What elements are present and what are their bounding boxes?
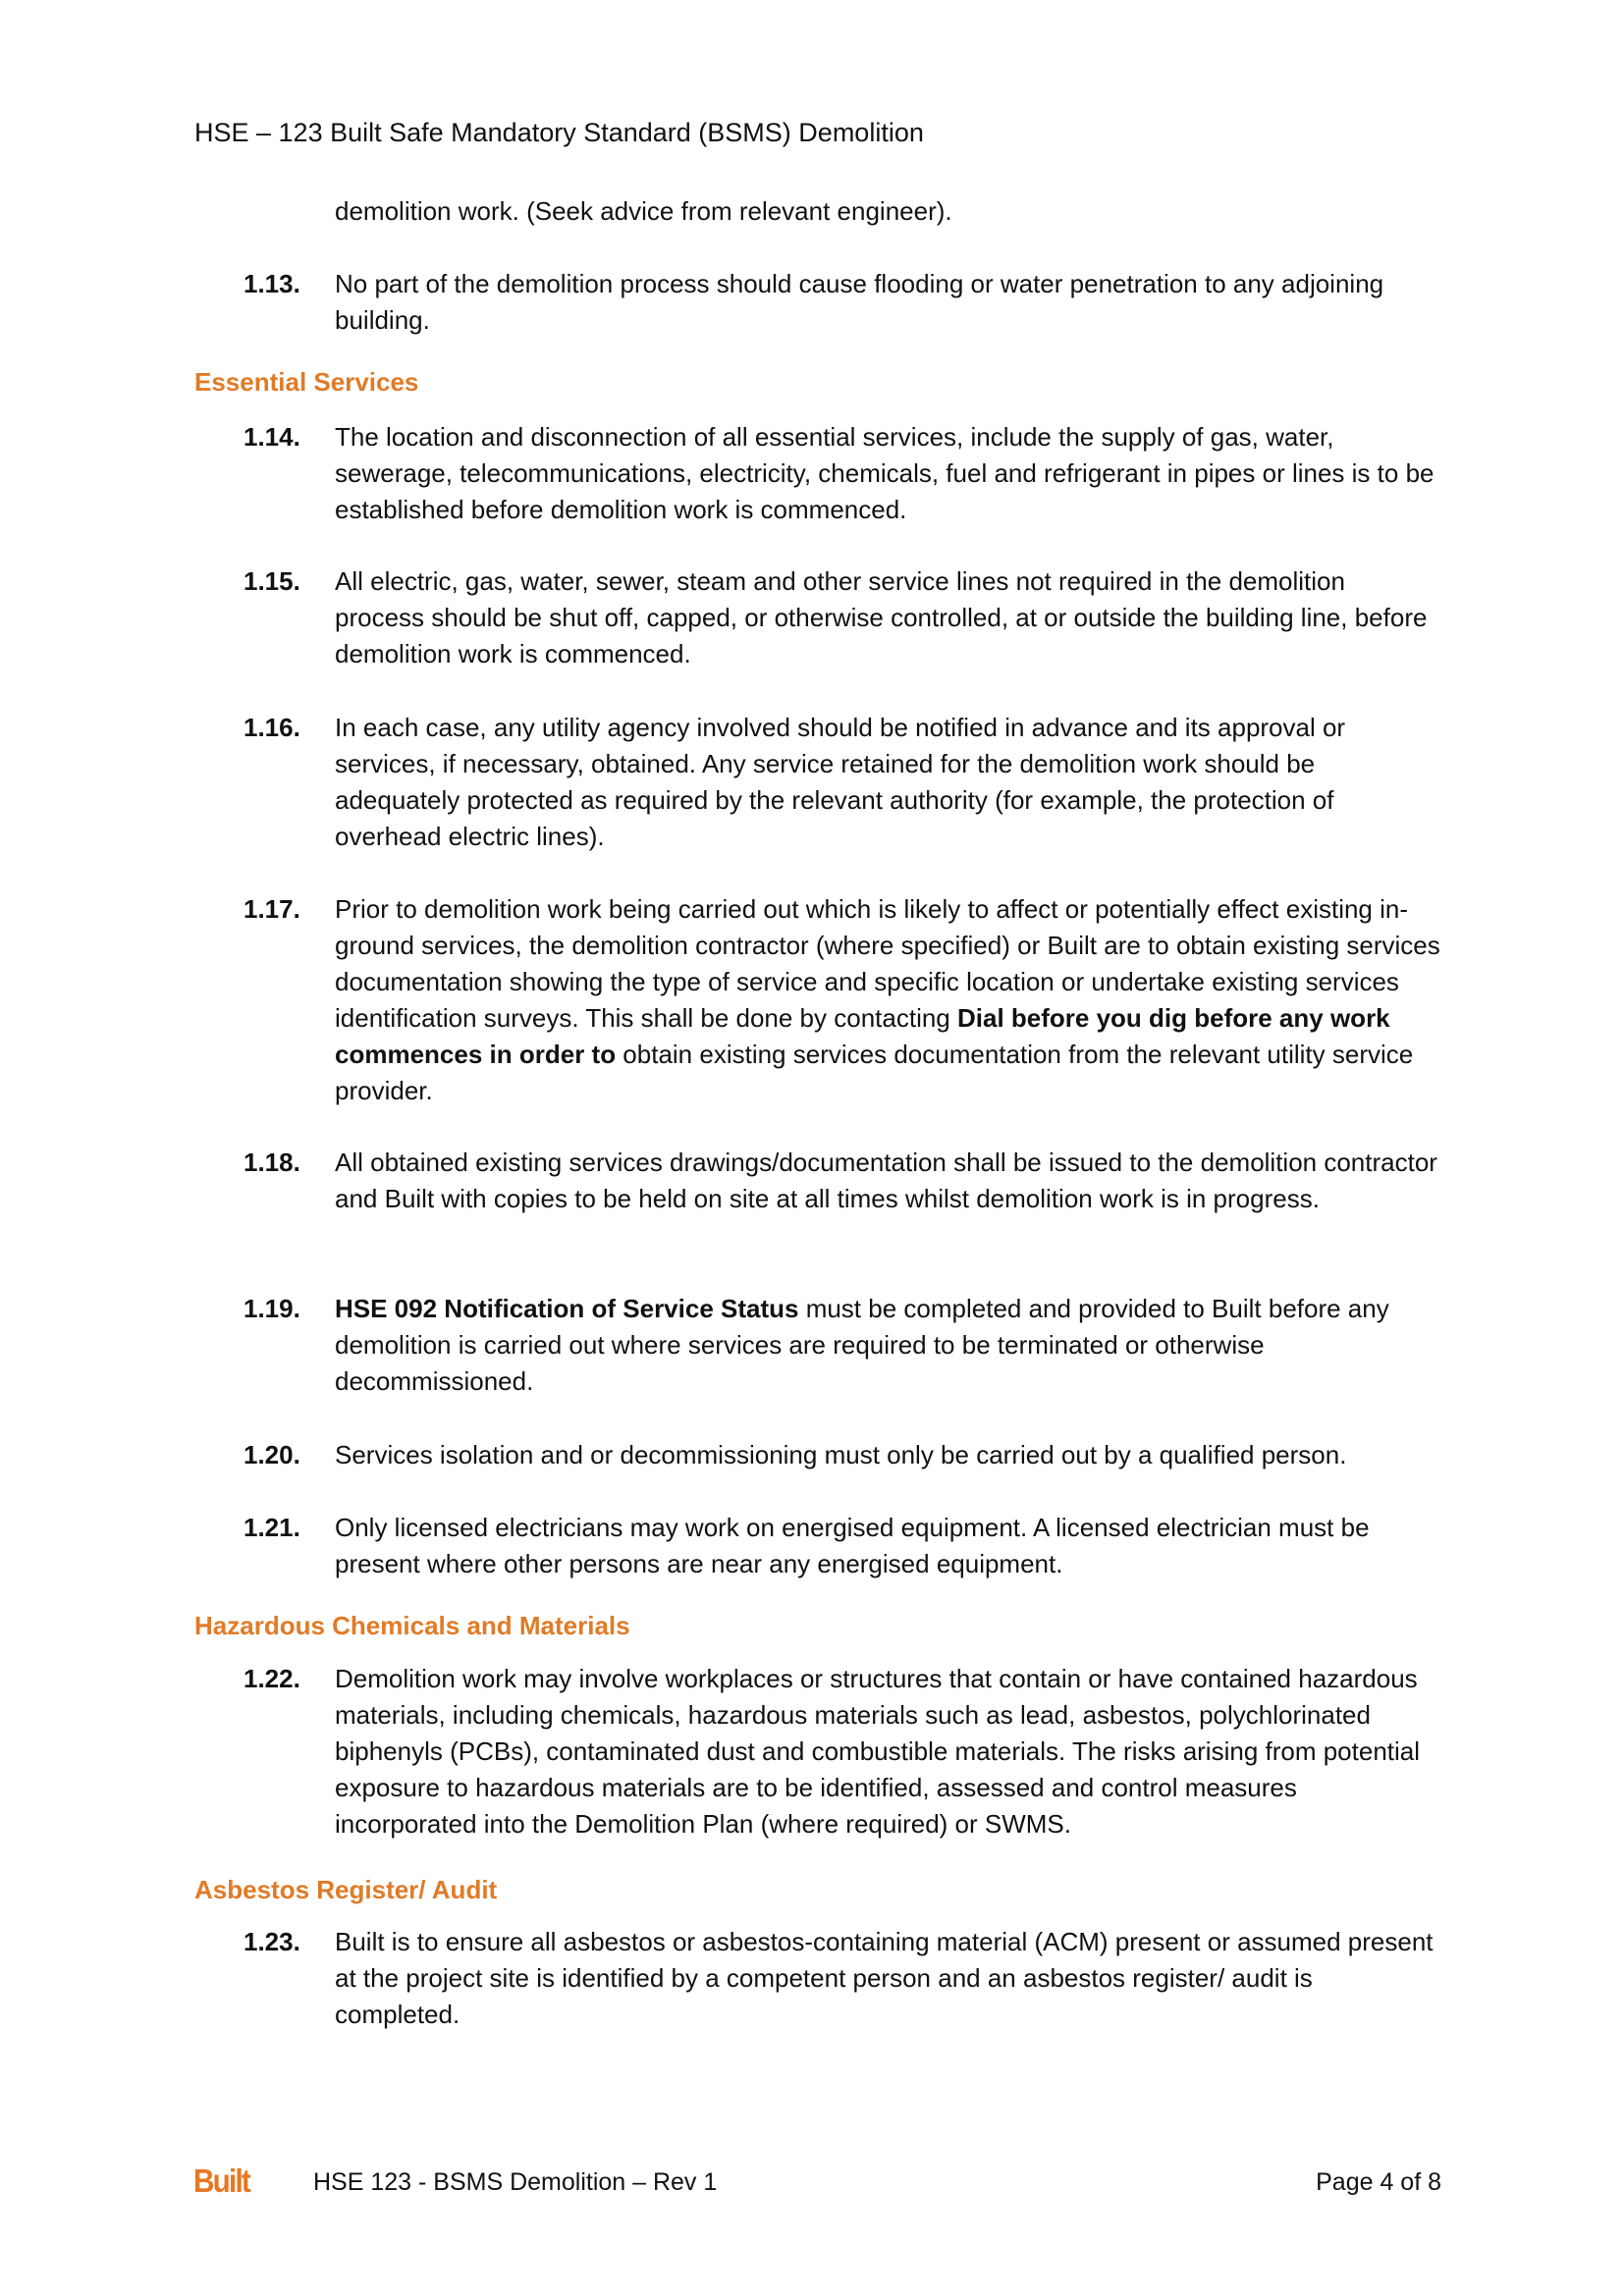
footer-document-name: HSE 123 - BSMS Demolition – Rev 1 — [313, 2168, 718, 2196]
clause-1-14: 1.14. The location and disconnection of all essential services, include the supply of gas, water, sewerage, telecommunications, electricity, chemicals, fuel and refrigerant in pipes or lines is to be established before demolition work is commenced. — [244, 422, 1435, 524]
dial-before-you-dig-emphasis: Dial before you dig before any work commences in order to — [335, 1003, 1390, 1069]
clause-1-21: 1.21. Only licensed electricians may work on energised equipment. A licensed electrician must be present where other persons are near any energised equipment. — [244, 1513, 1370, 1578]
clause-1-15: 1.15. All electric, gas, water, sewer, steam and other service lines not required in the demolition process should be shut off, capped, or otherwise controlled, at or outside the building line, before demolition work is commenced. — [244, 566, 1428, 668]
clause-1-22: 1.22. Demolition work may involve workplaces or structures that contain or have contained hazardous materials, including chemicals, hazardous materials such as lead, asbestos, polychlorinated biphenyls (PCBs), contaminated dust and combustible materials. The risks arising from potential exposure to hazardous materials are to be identified, assessed and control measures incorporated into the Demolition Plan (where required) or SWMS. — [244, 1664, 1421, 1839]
section-heading-asbestos: Asbestos Register/ Audit — [194, 1875, 498, 1904]
clause-1-17: 1.17. Prior to demolition work being carried out which is likely to affect or potentially effect existing in-ground services, the demolition contractor (where specified) or Built are to obtain existing services documentation showing the type of service and specific location or undertake existing services identification surveys. This shall be done by contacting Dial before you dig before any work commences in order to obtain existing services documentation from the relevant utility service provider. — [244, 894, 1440, 1105]
clause-1-18: 1.18. All obtained existing services drawings/documentation shall be issued to the demolition contractor and Built with copies to be held on site at all times whilst demolition work is in progress. — [244, 1148, 1437, 1213]
clause-1-19: 1.19. HSE 092 Notification of Service Status must be completed and provided to Built before any demolition is carried out where services are required to be terminated or otherwise decommissioned. — [244, 1294, 1389, 1396]
form-reference: HSE 092 Notification of Service Status — [335, 1294, 799, 1323]
clause-1-13: 1.13. No part of the demolition process should cause flooding or water penetration to any adjoining building. — [244, 269, 1384, 335]
clause-1-23: 1.23. Built is to ensure all asbestos or asbestos-containing material (ACM) present or assumed present at the project site is identified by a competent person and an asbestos register/ audit is completed. — [244, 1927, 1434, 2029]
section-heading-essential-services: Essential Services — [194, 367, 419, 397]
footer-page-number: Page 4 of 8 — [1316, 2168, 1441, 2196]
continuation-paragraph: demolition work. (Seek advice from relevant engineer). — [335, 196, 952, 226]
section-heading-hazardous: Hazardous Chemicals and Materials — [194, 1611, 630, 1640]
built-logo: Built — [193, 2163, 249, 2199]
clause-1-20: 1.20. Services isolation and or decommissioning must only be carried out by a qualified person. — [244, 1440, 1347, 1469]
page-header: HSE – 123 Built Safe Mandatory Standard (BSMS) Demolition — [194, 118, 924, 147]
clause-1-16: 1.16. In each case, any utility agency involved should be notified in advance and its approval or services, if necessary, obtained. Any service retained for the demolition work should be adequately protected as required by the relevant authority (for example, the protection of overhead electric lines). — [244, 713, 1346, 851]
